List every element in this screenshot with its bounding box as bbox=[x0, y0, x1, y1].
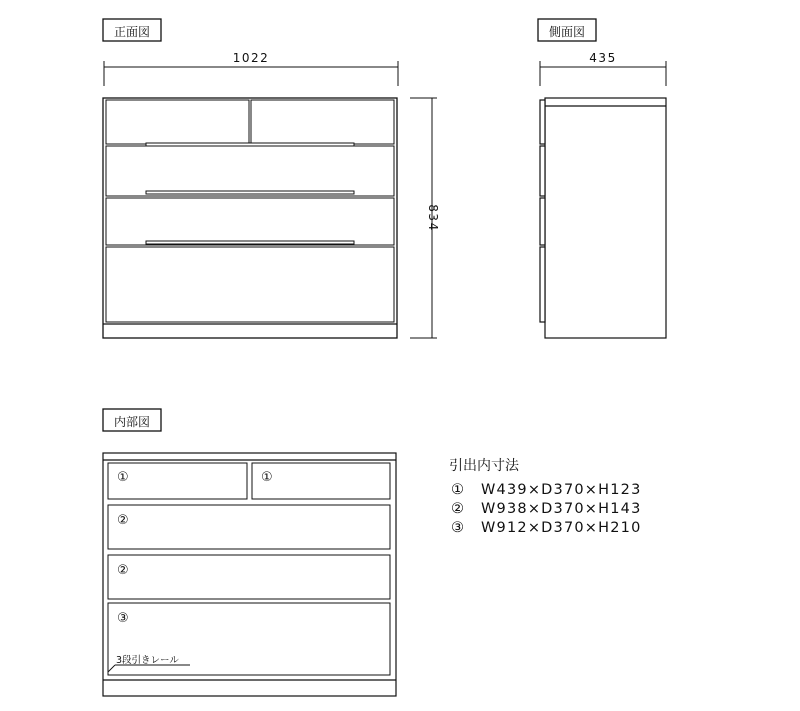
spec-value-1: W439×D370×H123 bbox=[481, 482, 642, 498]
interior-drawer-1-right bbox=[252, 463, 390, 499]
spec-value-2: W938×D370×H143 bbox=[481, 501, 642, 517]
front-drawer-2 bbox=[106, 146, 394, 196]
interior-mark-1-right: ① bbox=[261, 470, 273, 485]
interior-mark-3: ③ bbox=[117, 611, 129, 626]
drawer-inner-dimensions bbox=[449, 457, 642, 536]
specs-title: 引出内寸法 bbox=[449, 458, 519, 474]
side-view-label: 側面図 bbox=[548, 25, 586, 39]
front-view bbox=[103, 19, 440, 338]
interior-mark-2b: ② bbox=[117, 563, 129, 578]
front-handle-3 bbox=[146, 241, 354, 244]
front-handle-2 bbox=[146, 191, 354, 194]
interior-mark-1-left: ① bbox=[117, 470, 129, 485]
spec-mark-1: ① bbox=[451, 482, 466, 498]
interior-mark-2a: ② bbox=[117, 513, 129, 528]
front-view-label: 正面図 bbox=[113, 25, 151, 39]
front-drawer-top-right bbox=[251, 100, 394, 144]
rail-note: 3段引きレール bbox=[116, 655, 179, 666]
front-drawer-4 bbox=[106, 247, 394, 322]
interior-view-label: 内部図 bbox=[113, 415, 151, 429]
front-handle-1 bbox=[146, 143, 354, 146]
side-cabinet bbox=[540, 98, 666, 338]
height-dimension-label: 834 bbox=[426, 204, 440, 232]
spec-value-3: W912×D370×H210 bbox=[481, 520, 642, 536]
front-drawer-3 bbox=[106, 198, 394, 245]
depth-dimension-label: 435 bbox=[589, 51, 617, 65]
spec-mark-2: ② bbox=[451, 501, 466, 517]
spec-mark-3: ③ bbox=[451, 520, 466, 536]
interior-drawer-1-left bbox=[108, 463, 247, 499]
interior-drawer-2a bbox=[108, 505, 390, 549]
interior-drawer-2b bbox=[108, 555, 390, 599]
interior-view bbox=[103, 409, 396, 696]
front-drawer-top-left bbox=[106, 100, 249, 144]
side-view bbox=[538, 19, 666, 338]
width-dimension-label: 1022 bbox=[232, 51, 270, 65]
